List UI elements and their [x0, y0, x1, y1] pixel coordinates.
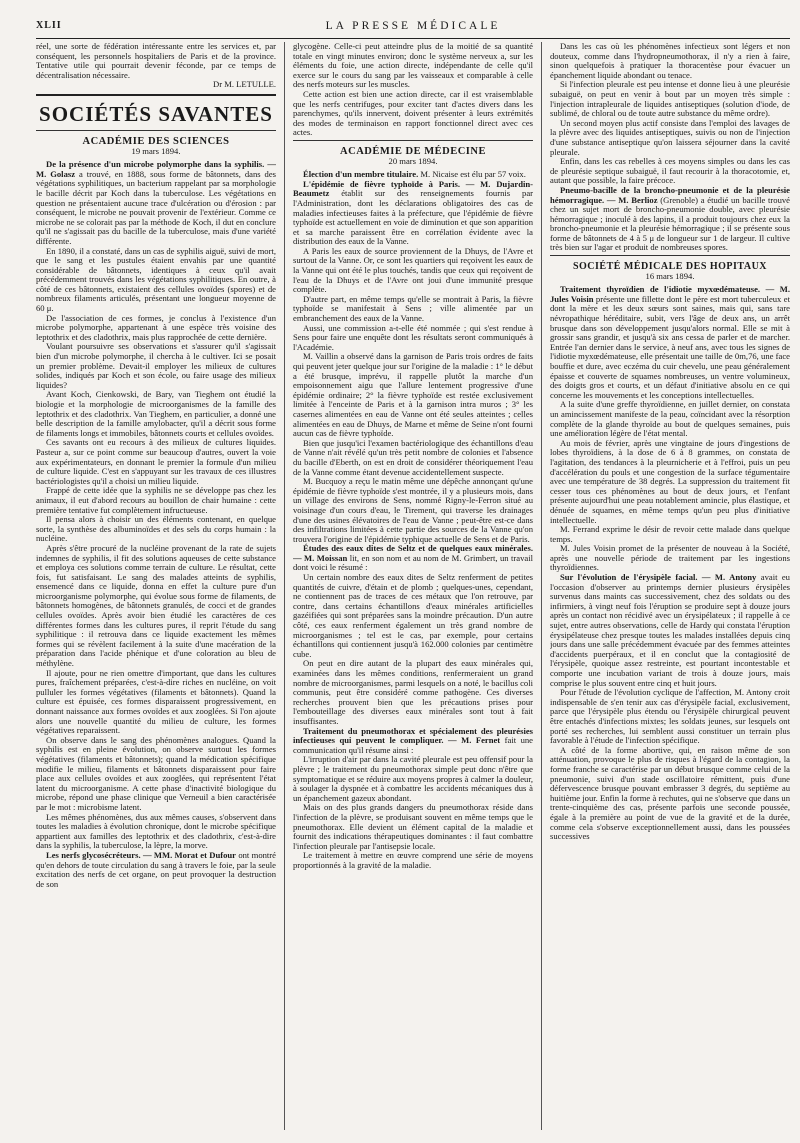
paragraph: Le traitement à mettre en œuvre comprend une série de moyens proportionnés à la gravité de la maladie.	[293, 850, 533, 870]
paragraph: Les mêmes phénomènes, dus aux mêmes causes, s'observent dans toutes les maladies à évolution chronique, dont le microbe spécifique appartient aux familles des leptothrix et des cladothrix, c'est-à-dire dans la syphilis, la tuberculose, la lèpre, la morve.	[36, 811, 276, 851]
paragraph: On peut en dire autant de la plupart des eaux minérales qui, examinées dans les mêmes conditions, renfermeraient un grand nombre de microorganismes, parmi lesquels on a noté, le bacillus coli communis, peut être considéré comme pathogène. Ces diverses recherches prouvent bien que les précautions prises pour l'embouteillage des diverses eaux minérales sont tout à fait insuffisantes.	[293, 658, 533, 726]
paragraph: glycogène. Celle-ci peut atteindre plus de la moitié de sa quantité totale en vingt minutes environ; donc le système nerveux a, sur les éléments du foie, une action directe, indépendante de celle qu'il exerce sur le cours du sang par les vaisseaux et comparable à celle des nerfs moteurs sur les muscles.	[293, 42, 533, 90]
article-title: Traitement thyroïdien de l'idiotie myxœdémateuse. — M. Jules Voisin	[550, 284, 790, 304]
article-text: (Grenoble) a étudié un bacille trouvé chez un sujet mort de broncho-pneumonie double, avec pleurésie hémorragique ; inoculé à des lapins, il a produit toujours chez eux la broncho-pneumonie et la pleurésie hémorragique ; il se présente sous forme de bâtonnets de 4 à 5 μ de longueur sur 1 de largeur. Il cultive très bien sur l'agar et produit de nombreuses spores.	[550, 194, 790, 253]
paragraph: Voulant poursuivre ses observations et s'assurer qu'il s'agissait bien d'un microbe polymorphe, il chercha à le cultiver. Ici se posait un premier problème. Devait-il employer les milieux de cultures solides, indiqués par Koch et son école, ou faire usage des milieux liquides?	[36, 341, 276, 390]
paragraph: Un second moyen plus actif consiste dans l'emploi des lavages de la plèvre avec des liquides antiseptiques, suivis ou non de l'injection d'une substance antiseptique qu'on laissera séjourner dans la cavité pleurale.	[550, 117, 790, 157]
section-date: 19 mars 1894.	[131, 145, 181, 156]
divider	[36, 130, 276, 131]
paragraph: Dans les cas où les phénomènes infectieux sont légers et non douteux, comme dans l'hydropneumothorax, il n'y a rien à faire, sinon quelquefois à pratiquer la thoracentèse pour évacuer un épanchement liquide abondant ou tenace.	[550, 42, 790, 80]
article	[36, 851, 276, 889]
article-text: avait eu l'occasion d'observer au printemps dernier plusieurs érysipèles survenus dans maints cas successivement, chez des soldats ou des infirmiers, à vingt neuf fois l'éruption se produire sept à douze jours après un contact non récidivé avec un érysipélateux ; il rappelle à ce sujet, entre autres observations, celle de Hardy qui constata l'éruption érysipélateuse chez presque toutes les malades installées depuis cinq jours dans une salle précédemment évacuée par des femmes atteintes d'accidents puerpéraux, et il en conclut que la contagiosité de l'érysipèle, quoique assez restreinte, est pourtant incontestable et comporte une incubation variant de trois à douze jours, mais comprise le plus souvent entre cinq et huit jours.	[550, 572, 790, 688]
header-rule	[36, 38, 790, 39]
paragraph: L'irruption d'air par dans la cavité pleurale est peu offensif pour la plèvre ; le traitement du pneumothorax simple peut donc n'être que symptomatique et se réduire aux moyens propres à calmer la douleur, à soulager la dyspnée et à combattre les accidents mécaniques dus à un épanchement gazeux abondant.	[293, 754, 533, 803]
section-date: 16 mars 1894.	[645, 270, 695, 281]
article	[36, 160, 276, 246]
divider	[36, 94, 276, 96]
section-date: 20 mars 1894.	[388, 155, 438, 166]
section-banner: SOCIÉTÉS SAVANTES	[39, 101, 273, 126]
article-title: De la présence d'un microbe polymorphe dans la syphilis. — M. Golasz	[36, 159, 276, 179]
paragraph: Mais on des plus grands dangers du pneumothorax réside dans l'infection de la plèvre, se produisant souvent en même temps que le pneumothorax. Elle devient un élément capital de la maladie et fournit des indications thérapeutiques dominantes : il faut combattre l'infection pleurale par l'antisepsie locale.	[293, 802, 533, 851]
paragraph: Si l'infection pleurale est peu intense et donne lieu à une pleurésie subaiguë, on peut en venir à bout par un moyen très simple : l'injection intrapleurale de liquides antiseptiques (solution d'iode, de sublimé, de chloral ou de toute autre substance du même ordre).	[550, 79, 790, 119]
article-title: Sur l'évolution de l'érysipèle facial. — M. Antony	[560, 572, 757, 583]
paragraph: Frappé de cette idée que la syphilis ne se développe pas chez les animaux, il eut d'abord recours au bouillon de chair humaine : cette première tentative fut complètement infructueuse.	[36, 485, 276, 515]
columns	[36, 42, 790, 1130]
divider	[293, 140, 533, 141]
paragraph: De l'association de ces formes, je conclus à l'existence d'un microbe polymorphe, appartenant à une espèce très voisine des leptothrix et des cladothrix, mais plus rapprochée de cette dernière.	[36, 312, 276, 342]
paragraph: M. Jules Voisin promet de la présenter de nouveau à la Société, après une nouvelle période de traitement par les ingestions thyroïdiennes.	[550, 543, 790, 573]
journal-title: LA PRESSE MÉDICALE	[325, 20, 501, 32]
paragraph: Au mois de février, après une vingtaine de jours d'ingestions de lobes thyroïdiens, à la dose de 6 à 8 grammes, on constata de l'agitation, des tendances à la pleurnicherie et à l'effroi, puis un peu d'accélération du pouls et une congestion de la surface tégumentaire avec une température de 38 degrés. La suppression du traitement fit cesser tous ces phénomènes au bout de deux jours, et l'enfant présente aujourd'hui une peau notablement amincie, plus élastique, et dénuée de squames, en même temps qu'un peu plus d'initiative intellectuelle.	[550, 437, 790, 525]
section-heading: SOCIÉTÉ MÉDICALE DES HOPITAUX	[572, 261, 768, 273]
article-text: ont montré qu'en dehors de toute circulation du sang à travers le foie, par la seule excitation des nerfs de cet organe, on peut provoquer la destruction de son	[36, 849, 276, 889]
article-title: L'épidémie de fièvre typhoïde à Paris. — M. Dujardin-Beaumetz	[293, 178, 533, 199]
article-title: Études des eaux dites de Seltz et de quelques eaux minérales. — M. Moissan	[293, 543, 533, 563]
article-text: établit sur des renseignements fournis par l'Administration, dont les déclarations obligatoires des cas de maladies infectieuses faites à la préfecture, que l'épidémie de fièvre typhoïde est actuellement en voie de diminution et que son apparition et sa marche paraissent être en corrélation évidente avec la distribution des eaux de la Vanne.	[293, 188, 533, 247]
paragraph: réel, une sorte de fédération intéressante entre les services et, par conséquent, les personnels hospitaliers de Paris et de la province. Tentative utile qui pourrait devenir féconde, par ce temps de décentralisation nécessaire.	[36, 42, 276, 80]
paragraph: En 1890, il a constaté, dans un cas de syphilis aiguë, suivi de mort, que le sang et les pustules étaient envahis par une quantité considérable de bâtonnets, identiques à ceux qu'il avait précédemment trouvés dans les végétations syphilitiques. En outre, à côté de ces bâtonnets, existaient des cellules ovoïdes (spores) et de nombreux filaments articulés, présentant une longueur moyenne de 60 μ.	[36, 245, 276, 314]
article-text: lit, en son nom et au nom de M. Grimbert, un travail dont voici le résumé :	[293, 552, 533, 573]
paragraph: Cette action est bien une action directe, car il est vraisemblable que les nerfs centrifuges, pour exciter tant d'actes divers dans les parenchymes, qu'ils innervent, doivent présenter à leurs extrémités des modes de terminaison en rapport fonctionnel direct avec ces actes.	[293, 88, 533, 138]
signature: Dr M. LETULLE.	[212, 79, 276, 90]
paragraph: M. Vaillin a observé dans la garnison de Paris trois ordres de faits qui peuvent jeter quelque jour sur l'origine de la maladie : 1° le début a été brusque, imprévu, il rappelle plutôt la marche d'un empoisonnement aigu que l'allure lentement progressive d'une épidémie ordinaire; 2° la fièvre typhoïde est restée exclusivement limitée à l'enceinte de Paris et à la garnison intra muros ; 3° les casernes alimentées en eau de Vanne ont été seules atteintes ; celles alimentées en eau de Dhuys, de Marne et même de Seine n'ont fourni aucun cas de fièvre typhoïde.	[293, 351, 533, 439]
paragraph: Un certain nombre des eaux dites de Seltz renferment de petites quantités de cuivre, d'étain et de plomb ; quelques-unes, cependant, ne contiennent pas de traces de ces métaux que l'on retrouve, par contre, dans certains échantillons d'eaux minérales artificielles gazéifiées qui sont préparées sans la moindre précaution. D'un autre côté, ces eaux renferment également un très grand nombre de microorganismes ; tel est le cas, par exemple, pour certains échantillons qui contiennent jusqu'à 162.000 colonies par centimètre cube.	[293, 572, 533, 659]
article	[293, 544, 533, 573]
article-title: Traitement du pneumothorax et spécialement des pleurésies infectieuses qui peuvent le compliquer. — M. Fernet	[293, 725, 533, 746]
column-1	[36, 42, 276, 1130]
paragraph: Après s'être procuré de la nucléine provenant de la rate de sujets indemnes de syphilis, il fit des solutions aqueuses de cette substance et employa ces solutions comme terrain de culture. Le résultat, cette fois, fut satisfaisant. Le sang des malades atteints de syphilis, ensemencé dans ce liquide, donna en effet la culture pure d'un microorganisme polymorphe, qui évolue sous forme de filaments, de bâtonnets homogènes, de bâtonnets granulés, de cocci et de grandes cellules ovoïdes. Après avoir bien étudié les caractères de ces différentes formes dans les cultures pures, il reprit l'étude du sang syphilitique : il retrouva dans ce liquide exactement les mêmes formes qui se révèlent facilement à la suite d'une macération de la préparation dans l'acide phénique et d'une coloration au bleu de méthylène.	[36, 542, 276, 669]
paragraph: A la suite d'une greffe thyroïdienne, en juillet dernier, on constata un amincissement manifeste de la peau, coïncidant avec la résorption complète de la glande thyroïde au bout de quelques semaines, puis une amélioration légère de l'état mental.	[550, 399, 790, 439]
section-heading: ACADÉMIE DE MÉDECINE	[340, 145, 486, 157]
paragraph: Il ajoute, pour ne rien omettre d'important, que dans les cultures pures, fraîchement préparées, c'est-à-dire riches en nucléine, on voit pulluler les formes végétatives (filaments et bâtonnets). Quand la culture est épuisée, ces formes disparaissent progressivement, en donnant naissance aux formes ovoïdes et aux zooglées. Si l'on ajoute alors une nouvelle quantité du milieu de culture, les formes végétatives reparaissent.	[36, 667, 276, 736]
newspaper-page	[36, 20, 790, 1130]
article-text: fait une communication qu'il résume ainsi :	[293, 735, 533, 755]
paragraph: On observe dans le sang des phénomènes analogues. Quand la syphilis est en pleine évolution, on observe surtout les formes végétatives (filaments et bâtonnets); quand la médication spécifique modifie le milieu, filaments et bâtonnets disparaissent pour faire place aux cellules ovoïdes et aux zooglées, qui représentent l'état latent du microorganisme. A cette phase d'inactivité biologique du microbe, répond une phase clinique que Verneuil a bien caractérisée par le mot : microbisme latent.	[36, 734, 276, 812]
article-text: M. Nicaise est élu par 57 voix.	[420, 169, 526, 180]
divider	[550, 255, 790, 256]
paragraph: Avant Koch, Cienkowski, de Bary, van Tieghem ont étudié la biologie et la morphologie de microorganismes de la famille des leptothrix et des cladothrix. Van Tieghem, en particulier, a donné une belle description de la famille amylobacter, qu'il a décrit sous forme de filaments longs et immobiles, bâtonnets courts et cellules ovoïdes.	[36, 389, 276, 438]
column-3	[550, 42, 790, 1130]
page-number: XLII	[36, 20, 62, 31]
column-divider	[541, 42, 542, 1130]
article	[293, 727, 533, 756]
paragraph: A côté de la forme abortive, qui, en raison même de son atténuation, provoque le plus de risques à l'égard de la contagion, la forme franche se caractérise par un début brusque comme celui de la pneumonie, suivi d'un stade oscillatoire rémittent, puis d'une défervescence brusque pouvant embrasser 3 degrés, du septième au huitième jour. Enfin la forme à rechutes, qui ne s'observe que dans un trente-cinquième des cas, présente parfois une seconde poussée, égale à la première au point de vue de la gravité et de la durée, comme cela s'observe exceptionnellement aussi, dans les poussées successives	[550, 744, 790, 842]
article-text: a trouvé, en 1888, sous forme de bâtonnets, dans des végétations syphilitiques, un bacterium rappelant par sa morphologie le bacille décrit par Koch dans la tuberculose. Les végétations en question ne présentaient aucune trace d'ulcération ou d'érosion : par conséquent, le microbe ne pouvait provenir de l'extérieur. Comme ce microbe ne se colorait pas par la méthode de Koch, il dut en conclure qu'il ne s'agissait pas du bacille de la tuberculose, mais d'une variété différente.	[36, 168, 276, 246]
paragraph: Bien que jusqu'ici l'examen bactériologique des échantillons d'eau de Vanne n'ait révélé qu'un très petit nombre de colonies et l'absence du bacille d'Eberth, on est en droit de considérer théoriquement l'eau de la Vanne comme étant devenue accidentellement suspecte.	[293, 437, 533, 477]
running-header	[36, 20, 790, 36]
article-text: présente une fillette dont le père est mort tuberculeux et dont la mère et les deux sœurs sont saines, mais qui, sans tare névropathique héréditaire, subit, vers l'âge de deux ans, un arrêt brusque dans son développement jusqu'alors normal. Elle se mit à grossir sans grandir, et jusqu'à six ans cessa de parler et de marcher. Entrée l'an dernier dans le service, à neuf ans, avec tous les signes de l'idiotie myxœdémateuse, elle présentait une taille de 0m,76, une face bouffie et dure, avec eczéma du cuir chevelu, une peau généralement épaisse et couverte de squames nombreuses, un ventre volumineux, des doigts gros et courts, et un défaut d'initiative absolu en ce qui concerne les mouvements et les conceptions intellectuelles.	[550, 293, 790, 400]
paragraph: M. Ferrand exprime le désir de revoir cette malade dans quelque temps.	[550, 524, 790, 544]
paragraph: Aussi, une commission a-t-elle été nommée ; qui s'est rendue à Sens pour faire une enquête dont les résultats seront communiqués à l'Académie.	[293, 322, 533, 352]
article-title: Élection d'un membre titulaire.	[303, 169, 419, 180]
paragraph: Ces savants ont eu recours à des milieux de cultures liquides. Pasteur a, sur ce point comme sur beaucoup d'autres, ouvert la voie aux expérimentateurs, en donnant le premier la formule d'un milieu de culture liquide. C'est en s'appuyant sur les travaux de ces illustres bactériologistes qu'il a choisi un milieu liquide.	[36, 437, 276, 486]
article	[550, 573, 790, 688]
article	[550, 285, 790, 400]
paragraph: Enfin, dans les cas rebelles à ces moyens simples ou dans les cas de pleurésie septique subaiguë, il faut recourir à la thoracotomie, et, autant que possible, la faire précoce.	[550, 156, 790, 186]
paragraph: Pour l'étude de l'évolution cyclique de l'affection, M. Antony croit indispensable de s'en tenir aux cas d'érysipèle facial, exclusivement, parce que l'érysipèle plus étendu ou l'érysipèle chirurgical peuvent être entachés d'infections mixtes; les soldats jeunes, sur lesquels ont porté ses recherches, lui semblent aussi constituer un terrain plus favorable à l'étude de l'infection spécifique.	[550, 687, 790, 746]
section-heading: ACADÉMIE DES SCIENCES	[82, 135, 230, 147]
column-2	[293, 42, 533, 1130]
paragraph: M. Bucquoy a reçu le matin même une dépêche annonçant qu'une épidémie de fièvre typhoïde s'est montrée, il y a plusieurs mois, dans un village des environs de Sens, nommé Rigny-le-Ferron situé au voisinage d'un cours d'eau, le Tirement, qui traverse les drainages d'une des usines élévatoires de l'eau de Vanne ; peut-être est-ce dans des infiltrations limitées à cette partie des sources de la Vanne qu'on trouvera l'origine de l'épidémie typhique actuelle de Sens et de Paris.	[293, 476, 533, 544]
paragraph: A Paris les eaux de source proviennent de la Dhuys, de l'Avre et surtout de la Vanne. Or, ce sont les quartiers qui reçoivent les eaux de la Vanne qui ont été le plus touchés, tandis que ceux qui reçoivent de l'eau de la Dhuys et de l'Avre ont joui d'une immunité presque complète.	[293, 245, 533, 295]
paragraph: Il pensa alors à choisir un des éléments contenant, en quelque sorte, la synthèse des albuminoïdes et des sels du corps humain : la nucléine.	[36, 514, 276, 544]
column-divider	[284, 42, 285, 1130]
article	[293, 180, 533, 247]
article-title: Pneumo-bacille de la broncho-pneumonie et de la pleurésie hémorragique. — M. Berlioz	[550, 184, 790, 205]
article	[550, 186, 790, 253]
paragraph: D'autre part, en même temps qu'elle se montrait à Paris, la fièvre typhoïde se manifestait à Sens ; ville alimentée par un embranchement des eaux de la Vanne.	[293, 293, 533, 324]
article-title: Les nerfs glycosécréteurs. — MM. Morat et Dufour	[46, 849, 236, 860]
